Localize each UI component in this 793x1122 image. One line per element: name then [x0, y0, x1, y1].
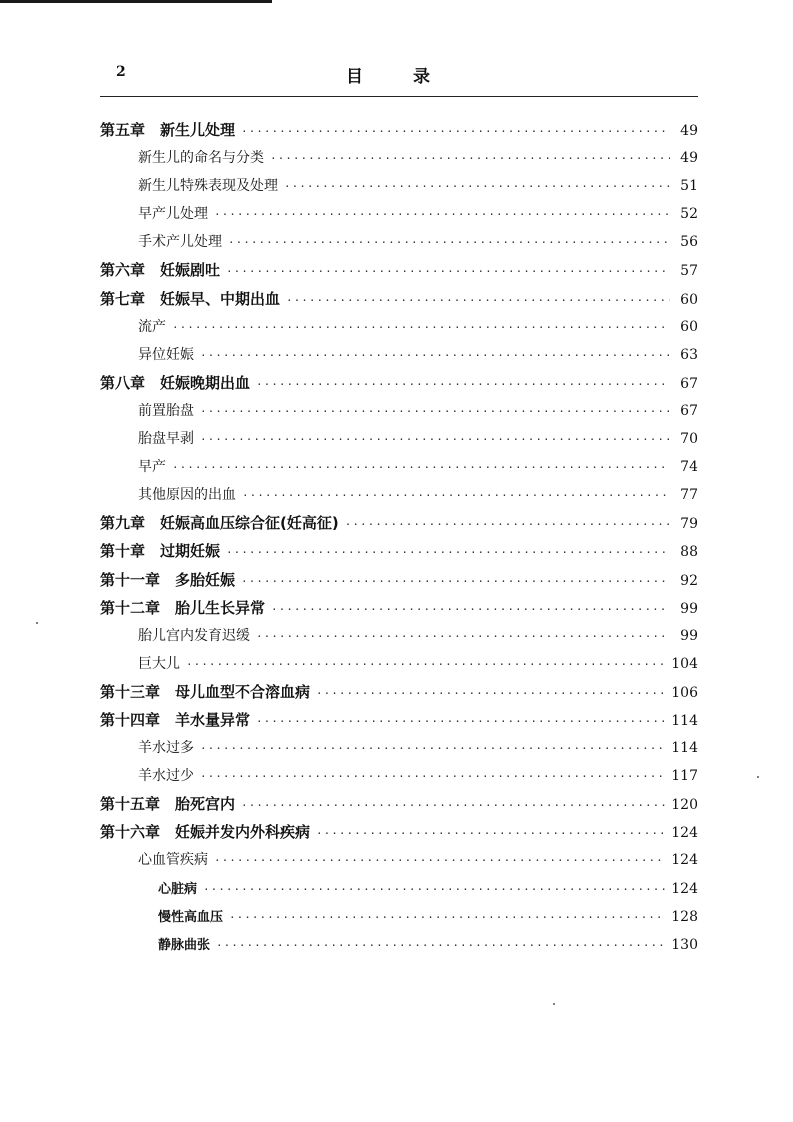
toc-entry-title: 第十一章 多胎妊娠 — [100, 570, 236, 589]
scan-speck — [36, 622, 38, 624]
toc-entry-page-number: 70 — [680, 431, 698, 448]
toc-entry-title: 第十六章 妊娠并发内外科疾病 — [100, 823, 311, 842]
toc-dot-leader — [316, 820, 665, 848]
toc-dot-leader — [186, 651, 665, 679]
toc-dot-leader — [214, 847, 665, 875]
toc-entry-page-number: 52 — [680, 206, 698, 223]
toc-dot-leader — [256, 708, 665, 736]
header-rule — [100, 96, 698, 97]
toc-entry-title: 第七章 妊娠早、中期出血 — [100, 289, 281, 308]
toc-entry-chapter[interactable] — [100, 790, 698, 818]
toc-entry-page-number: 114 — [671, 740, 698, 757]
toc-entry-section[interactable] — [100, 650, 698, 678]
toc-entry-title: 流产 — [138, 318, 166, 335]
toc-entry-title: 新生儿的命名与分类 — [138, 150, 264, 167]
toc-entry-page-number: 74 — [680, 459, 698, 476]
toc-entry-title: 第九章 妊娠高血压综合征(妊高征) — [100, 514, 339, 533]
toc-entry-page-number: 117 — [671, 768, 698, 785]
toc-entry-subsection[interactable] — [100, 931, 698, 959]
scan-speck — [553, 1003, 555, 1005]
toc-dot-leader — [203, 876, 665, 904]
toc-entry-section[interactable] — [100, 453, 698, 481]
toc-entry-title: 第八章 妊娠晚期出血 — [100, 373, 251, 392]
toc-entry-page-number: 49 — [680, 123, 698, 139]
toc-entry-title: 第十五章 胎死宫内 — [100, 795, 236, 814]
toc-entry-page-number: 130 — [671, 936, 698, 953]
toc-entry-section[interactable] — [100, 313, 698, 341]
toc-entry-page-number: 56 — [680, 234, 698, 251]
toc-entry-page-number: 124 — [671, 852, 698, 869]
toc-entry-title: 新生儿特殊表现及处理 — [138, 178, 278, 195]
toc-entry-title: 慢性高血压 — [158, 909, 224, 925]
toc-entry-section[interactable] — [100, 481, 698, 509]
toc-entry-section[interactable] — [100, 200, 698, 228]
page-title: 目 录 — [346, 67, 452, 87]
toc-dot-leader — [228, 229, 670, 257]
toc-entry-section[interactable] — [100, 228, 698, 256]
toc-entry-section[interactable] — [100, 341, 698, 369]
toc-entry-title: 胎盘早剥 — [138, 431, 194, 448]
toc-entry-chapter[interactable] — [100, 509, 698, 537]
toc-entry-subsection[interactable] — [100, 875, 698, 903]
toc-entry-page-number: 120 — [671, 797, 698, 814]
toc-dot-leader — [271, 596, 670, 624]
toc-dot-leader — [229, 904, 665, 932]
toc-entry-section[interactable] — [100, 144, 698, 172]
toc-dot-leader — [172, 454, 670, 482]
toc-dot-leader — [200, 763, 665, 791]
toc-entry-title: 第十四章 羊水量异常 — [100, 710, 251, 729]
toc-entry-page-number: 124 — [671, 880, 698, 897]
toc-entry-chapter[interactable] — [100, 256, 698, 284]
toc-entry-page-number: 51 — [680, 178, 698, 195]
toc-entry-title: 胎儿宫内发育迟缓 — [138, 627, 250, 644]
table-of-contents — [100, 116, 698, 959]
toc-dot-leader — [200, 342, 670, 370]
toc-dot-leader — [214, 201, 670, 229]
toc-entry-subsection[interactable] — [100, 903, 698, 931]
toc-entry-section[interactable] — [100, 622, 698, 650]
toc-entry-title: 心脏病 — [158, 881, 198, 897]
toc-entry-title: 手术产儿处理 — [138, 234, 222, 251]
toc-entry-title: 第十章 过期妊娠 — [100, 542, 221, 561]
toc-dot-leader — [200, 398, 670, 426]
toc-entry-chapter[interactable] — [100, 594, 698, 622]
toc-entry-title: 第十二章 胎儿生长异常 — [100, 598, 266, 617]
toc-entry-chapter[interactable] — [100, 116, 698, 144]
toc-entry-chapter[interactable] — [100, 818, 698, 846]
toc-entry-page-number: 104 — [671, 655, 698, 672]
toc-dot-leader — [172, 314, 670, 342]
toc-entry-chapter[interactable] — [100, 537, 698, 565]
toc-dot-leader — [200, 735, 665, 763]
toc-entry-title: 静脉曲张 — [158, 937, 211, 953]
toc-entry-section[interactable] — [100, 762, 698, 790]
toc-dot-leader — [345, 511, 670, 539]
toc-dot-leader — [241, 792, 665, 820]
toc-dot-leader — [241, 568, 670, 596]
toc-dot-leader — [242, 482, 670, 510]
scan-speck — [757, 776, 759, 778]
toc-entry-title: 异位妊娠 — [138, 346, 194, 363]
toc-entry-section[interactable] — [100, 397, 698, 425]
toc-entry-title: 第五章 新生儿处理 — [100, 121, 236, 139]
toc-dot-leader — [226, 539, 670, 567]
toc-dot-leader — [226, 258, 670, 286]
toc-entry-title: 巨大儿 — [138, 655, 180, 672]
toc-entry-page-number: 67 — [680, 375, 698, 392]
toc-entry-page-number: 49 — [680, 150, 698, 167]
toc-entry-chapter[interactable] — [100, 678, 698, 706]
toc-entry-page-number: 114 — [671, 712, 698, 729]
toc-dot-leader — [256, 623, 670, 651]
toc-entry-page-number: 124 — [671, 825, 698, 842]
toc-dot-leader — [316, 680, 665, 708]
toc-dot-leader — [256, 371, 670, 399]
toc-entry-page-number: 57 — [680, 263, 698, 280]
toc-entry-chapter[interactable] — [100, 566, 698, 594]
toc-dot-leader — [270, 145, 670, 173]
toc-entry-chapter[interactable] — [100, 369, 698, 397]
toc-entry-page-number: 99 — [680, 600, 698, 617]
toc-entry-title: 早产 — [138, 459, 166, 476]
toc-entry-page-number: 106 — [671, 684, 698, 701]
toc-entry-section[interactable] — [100, 846, 698, 874]
toc-entry-title: 第十三章 母儿血型不合溶血病 — [100, 682, 311, 701]
toc-entry-section[interactable] — [100, 425, 698, 453]
toc-entry-page-number: 128 — [671, 908, 698, 925]
toc-entry-page-number: 60 — [680, 291, 698, 308]
toc-entry-chapter[interactable] — [100, 706, 698, 734]
toc-entry-title: 前置胎盘 — [138, 402, 194, 419]
toc-entry-title: 第六章 妊娠剧吐 — [100, 261, 221, 280]
toc-entry-title: 其他原因的出血 — [138, 487, 236, 504]
toc-entry-title: 羊水过多 — [138, 740, 194, 757]
toc-entry-page-number: 92 — [680, 572, 698, 589]
toc-dot-leader — [241, 118, 670, 146]
toc-dot-leader — [200, 426, 670, 454]
toc-dot-leader — [284, 173, 670, 201]
toc-entry-title: 羊水过少 — [138, 768, 194, 785]
toc-entry-chapter[interactable] — [100, 285, 698, 313]
toc-dot-leader — [216, 932, 665, 960]
toc-entry-page-number: 99 — [680, 627, 698, 644]
toc-entry-page-number: 77 — [680, 487, 698, 504]
toc-entry-page-number: 63 — [680, 346, 698, 363]
toc-entry-title: 心血管疾病 — [138, 852, 208, 869]
toc-entry-section[interactable] — [100, 734, 698, 762]
toc-entry-page-number: 60 — [680, 318, 698, 335]
scan-edge-mark — [0, 0, 272, 3]
toc-entry-page-number: 79 — [680, 516, 698, 533]
toc-entry-page-number: 67 — [680, 402, 698, 419]
toc-entry-title: 早产儿处理 — [138, 206, 208, 223]
page-header — [100, 62, 698, 90]
toc-dot-leader — [286, 287, 670, 315]
page-number: 2 — [116, 64, 126, 80]
toc-entry-section[interactable] — [100, 172, 698, 200]
toc-entry-page-number: 88 — [680, 544, 698, 561]
